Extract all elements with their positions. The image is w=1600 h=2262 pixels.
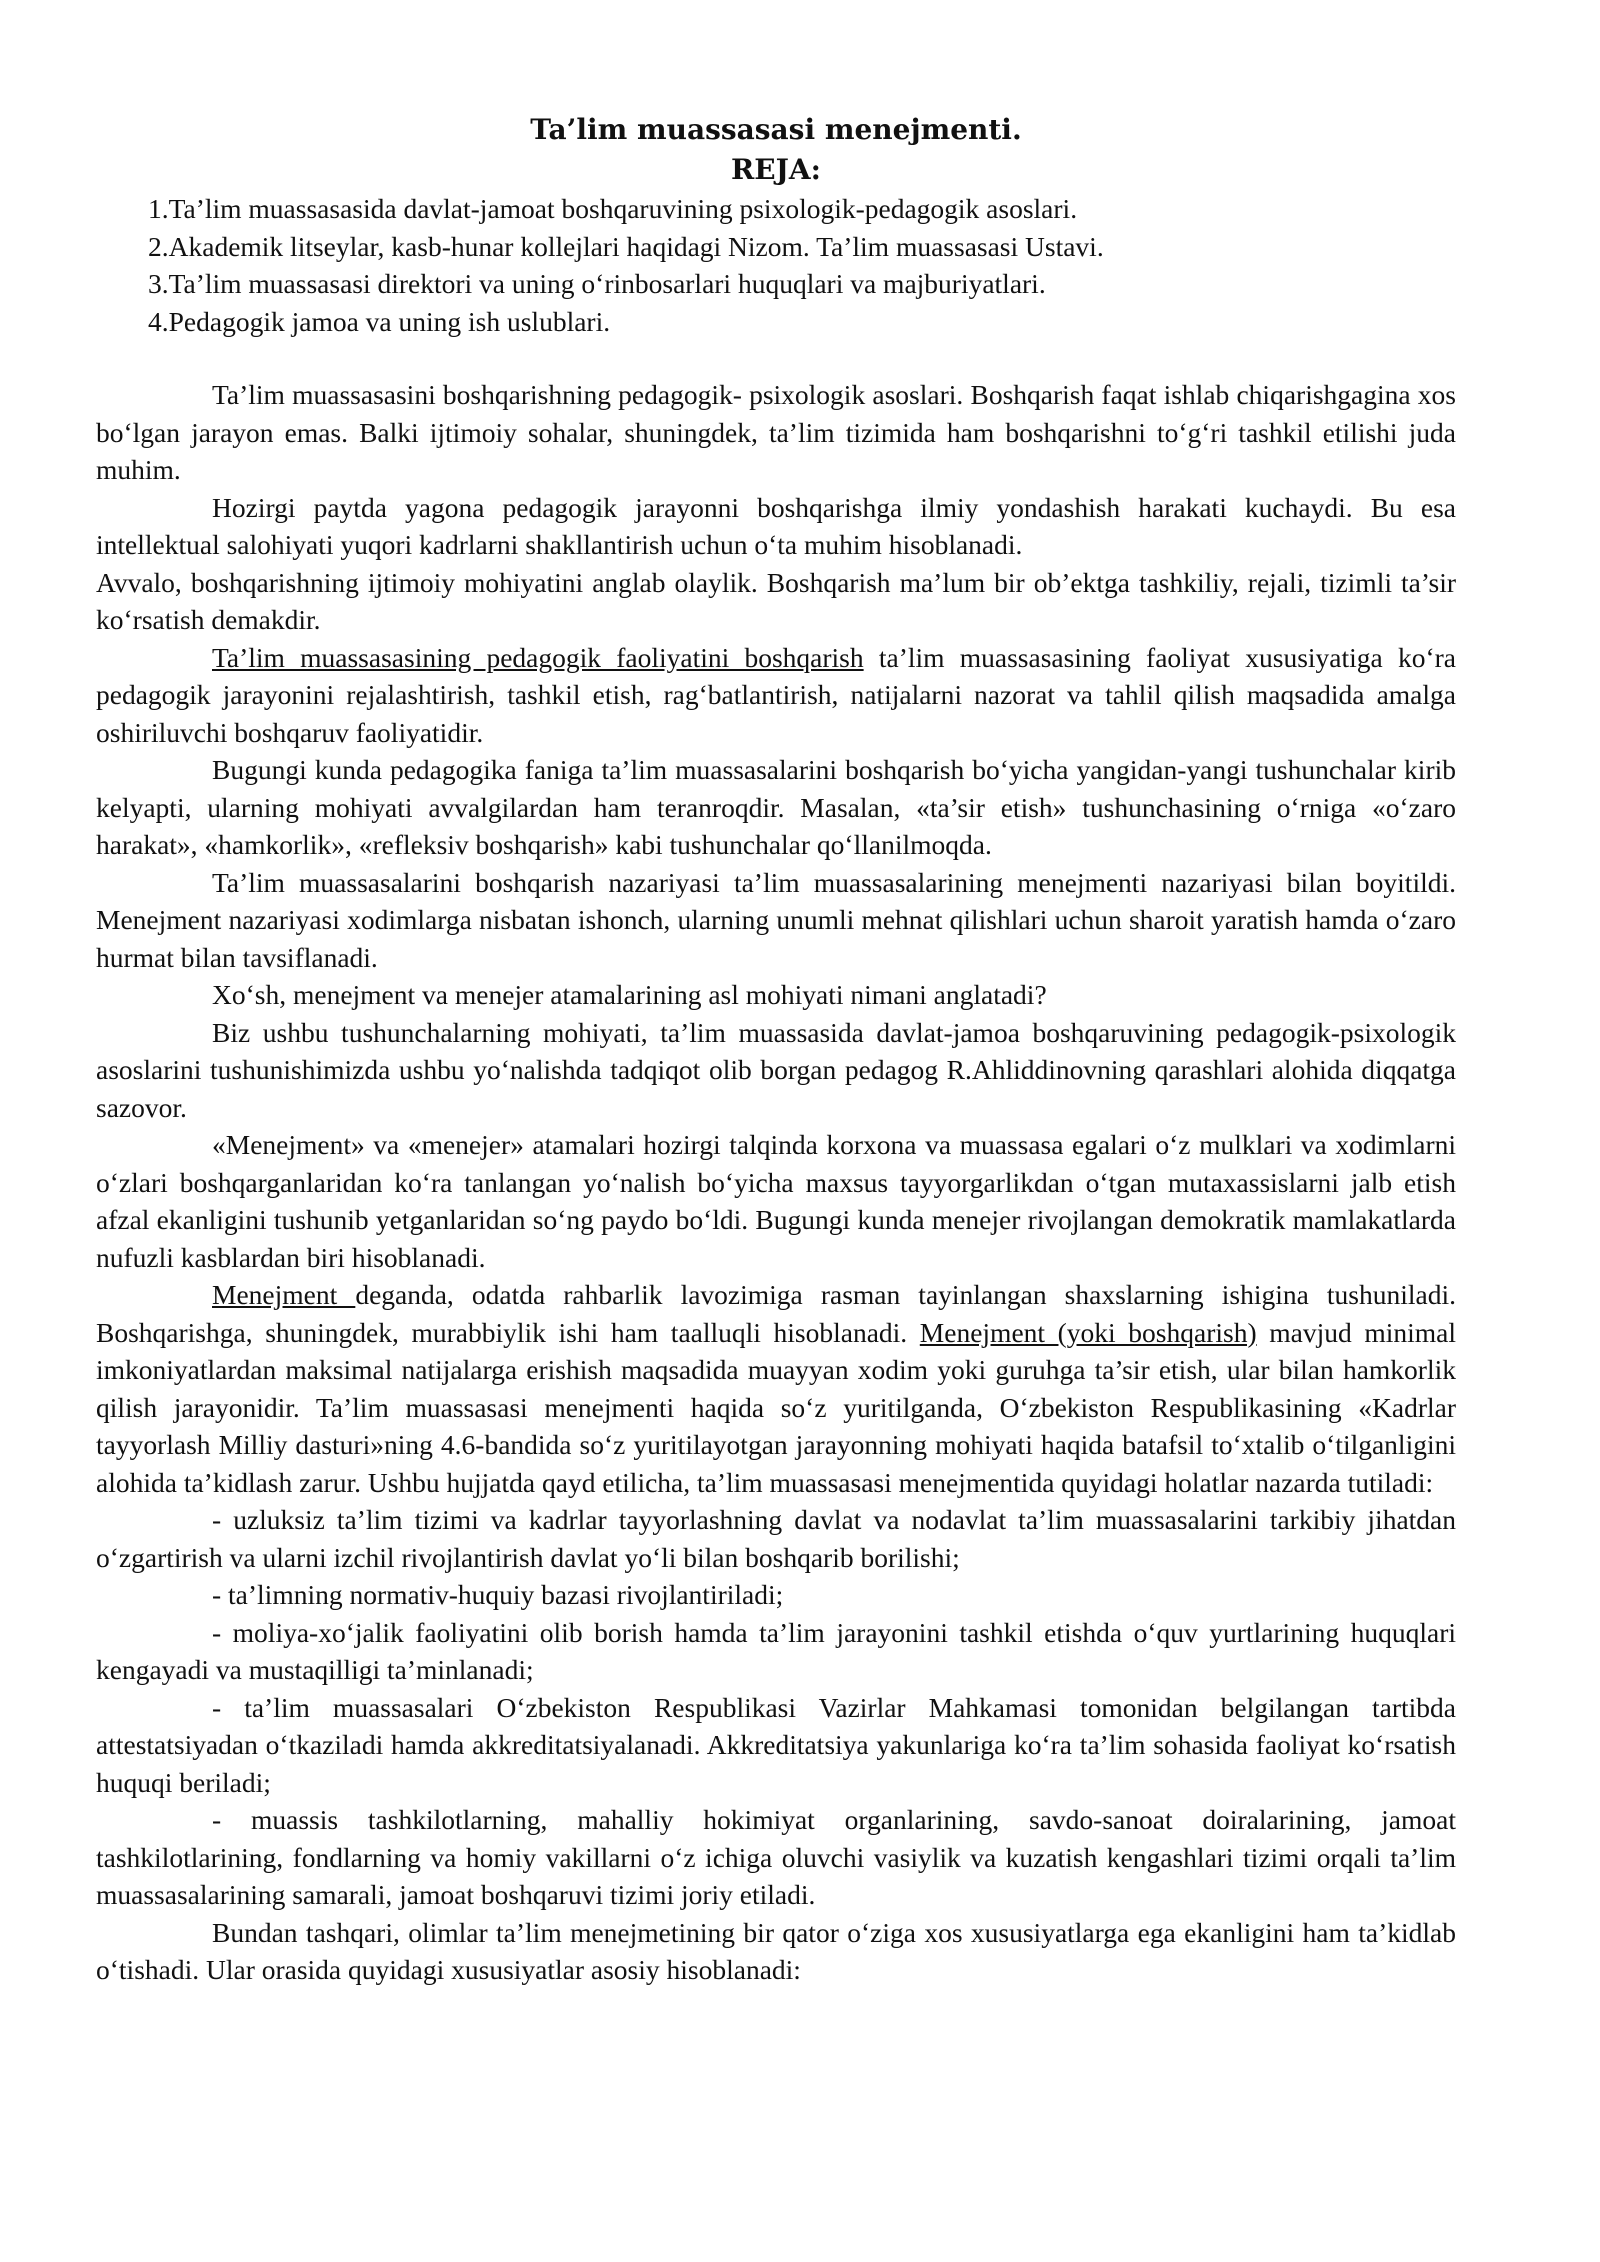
plan-title: REJA: <box>731 153 821 186</box>
bullet-item: - uzluksiz ta’lim tizimi va kadrlar tayyorlashning davlat va nodavlat ta’lim muassasalarini tarkibiy jihatdan o‘zgartirish va ularni izchil rivojlantirish davlat yo‘li bilan boshqarib borilishi; <box>96 1504 1456 1573</box>
paragraph: Bugungi kunda pedagogika faniga ta’lim muassasalarini boshqarish bo‘yicha yangidan-yangi tushunchalar kirib kelyapti, ularning mohiyati avvalgilardan ham teranroqdir. Masalan, «ta’sir etish» tushunchasining o‘rniga «o‘zaro harakat», «hamkorlik», «refleksiv boshqarish» kabi tushunchalar qo‘llanilmoqda. <box>96 754 1456 860</box>
underlined-term: Ta’lim muassasasining pedagogik faoliyatini boshqarish <box>212 641 864 673</box>
document-title: Ta’lim muassasasi menejmenti. <box>530 113 1022 146</box>
bullet-item: - ta’limning normativ-huquiy bazasi rivojlantiriladi; <box>212 1579 784 1610</box>
underlined-term: Menejment (yoki boshqarish) <box>919 1316 1257 1348</box>
plan-list <box>96 190 1456 340</box>
paragraph: Avvalo, boshqarishning ijtimoiy mohiyatini anglab olaylik. Boshqarish ma’lum bir ob’ektga tashkiliy, rejali, tizimli ta’sir ko‘rsatish demakdir. <box>96 566 1456 635</box>
paragraph: «Menejment» va «menejer» atamalari hozirgi talqinda korxona va muassasa egalari o‘z mulklari va xodimlarni o‘zlari boshqarganlaridan ko‘ra tanlangan yo‘nalish bo‘yicha maxsus tayyorgarlikdan o‘tgan mutaxassislarni jalb etish afzal ekanligini tushunib yetganlaridan so‘ng paydo bo‘ldi. Bugungi kunda menejer rivojlangan demokratik mamlakatlarda nufuzli kasblardan biri hisoblanadi. <box>96 1129 1456 1273</box>
document-page <box>96 110 1456 1989</box>
paragraph: Ta’lim muassasalarini boshqarish nazariyasi ta’lim muassasalarining menejmenti nazariyasi bilan boyitildi. Menejment nazariyasi xodimlarga nisbatan ishonch, ularning unumli mehnat qilishlari uchun sharoit yaratish hamda o‘zaro hurmat bilan tavsiflanadi. <box>96 866 1456 973</box>
paragraph: Hozirgi paytda yagona pedagogik jarayonni boshqarishga ilmiy yondashish harakati kuchaydi. Bu esa intellektual salohiyati yuqori kadrlarni shakllantirish uchun o‘ta muhim hisoblanadi. <box>96 491 1456 560</box>
plan-item: 4.Pedagogik jamoa va uning ish uslublari. <box>148 305 611 337</box>
bullet-item: - muassis tashkilotlarning, mahalliy hokimiyat organlarining, savdo-sanoat doiralarining, jamoat tashkilotlarining, fondlarning va homiy vakillarni o‘z ichiga oluvchi vasiylik va kuzatish kengashlari tizimi orqali ta’lim muassasalarining samarali, jamoat boshqaruvi tizimi joriy etiladi. <box>96 1804 1456 1910</box>
underlined-term: Menejment <box>212 1279 356 1310</box>
section-gap <box>96 340 1456 376</box>
bullet-item: - ta’lim muassasalari O‘zbekiston Respublikasi Vazirlar Mahkamasi tomonidan belgilangan tartibda attestatsiyadan o‘tkaziladi hamda akkreditatsiyalanadi. Akkreditatsiya yakunlariga ko‘ra ta’lim sohasida faoliyat ko‘rsatish huquqi beriladi; <box>96 1691 1456 1798</box>
plan-item: 1.Ta’lim muassasasida davlat-jamoat boshqaruvining psixologik-pedagogik asoslari. <box>148 193 1078 224</box>
paragraph <box>96 1276 1456 1501</box>
paragraph-text: deganda, odatda rahbarlik lavozimiga rasman tayinlangan shaxslarning ishigina tushuniladi. Boshqarishga, shuningdek, murabbiylik ishi ham taalluqli hisoblanadi. <box>96 1279 1456 1348</box>
paragraph: Bundan tashqari, olimlar ta’lim menejmetining bir qator o‘ziga xos xususiyatlarga ega ekanligini ham ta’kidlab o‘tishadi. Ular orasida quyidagi xususiyatlar asosiy hisoblanadi: <box>96 1916 1456 1985</box>
paragraph: Ta’lim muassasasini boshqarishning pedagogik- psixologik asoslari. Boshqarish faqat ishlab chiqarishgagina xos bo‘lgan jarayon emas. Balki ijtimoiy sohalar, shuningdek, ta’lim tizimida ham boshqarishni to‘g‘ri tashkil etilishi juda muhim. <box>96 379 1456 485</box>
plan-item: 3.Ta’lim muassasasi direktori va uning o‘rinbosarlari huquqlari va majburiyatlari. <box>148 268 1046 299</box>
paragraph: Xo‘sh, menejment va menejer atamalarining asl mohiyati nimani anglatadi? <box>212 979 1047 1010</box>
paragraph-text: ta’lim muassasasining faoliyat xususiyatiga ko‘ra pedagogik jarayonini rejalashtirish, tashkil etish, rag‘batlantirish, natijalarni nazorat va tahlil qilish maqsadida amalga oshiriluvchi boshqaruv faoliyatidir. <box>96 641 1456 748</box>
plan-item: 2.Akademik litseylar, kasb-hunar kollejlari haqidagi Nizom. Ta’lim muassasasi Ustavi. <box>148 230 1104 262</box>
paragraph <box>96 639 1456 752</box>
bullet-item: - moliya-xo‘jalik faoliyatini olib borish hamda ta’lim jarayonini tashkil etishda o‘quv yurtlarining huquqlari kengayadi va mustaqilligi ta’minlanadi; <box>96 1616 1456 1685</box>
paragraph-text: mavjud minimal imkoniyatlardan maksimal natijalarga erishish maqsadida muayyan xodim yoki guruhga ta’sir etish, ular bilan hamkorlik qilish jarayonidir. Ta’lim muassasasi menejmenti haqida so‘z yuritilganda, O‘zbekiston Respublikasining «Kadrlar tayyorlash Milliy dasturi»ning 4.6-bandida so‘z yuritilayotgan jarayonning mohiyati haqida batafsil to‘xtalib o‘tilganligini alohida ta’kidlash zarur. Ushbu hujjatda qayd etilicha, ta’lim muassasasi menejmentida quyidagi holatlar nazarda tutiladi: <box>96 1316 1456 1498</box>
paragraph: Biz ushbu tushunchalarning mohiyati, ta’lim muassasida davlat-jamoa boshqaruvining pedagogik-psixologik asoslarini tushunishimizda ushbu yo‘nalishda tadqiqot olib borgan pedagog R.Ahliddinovning qarashlari alohida diqqatga sazovor. <box>96 1016 1456 1123</box>
